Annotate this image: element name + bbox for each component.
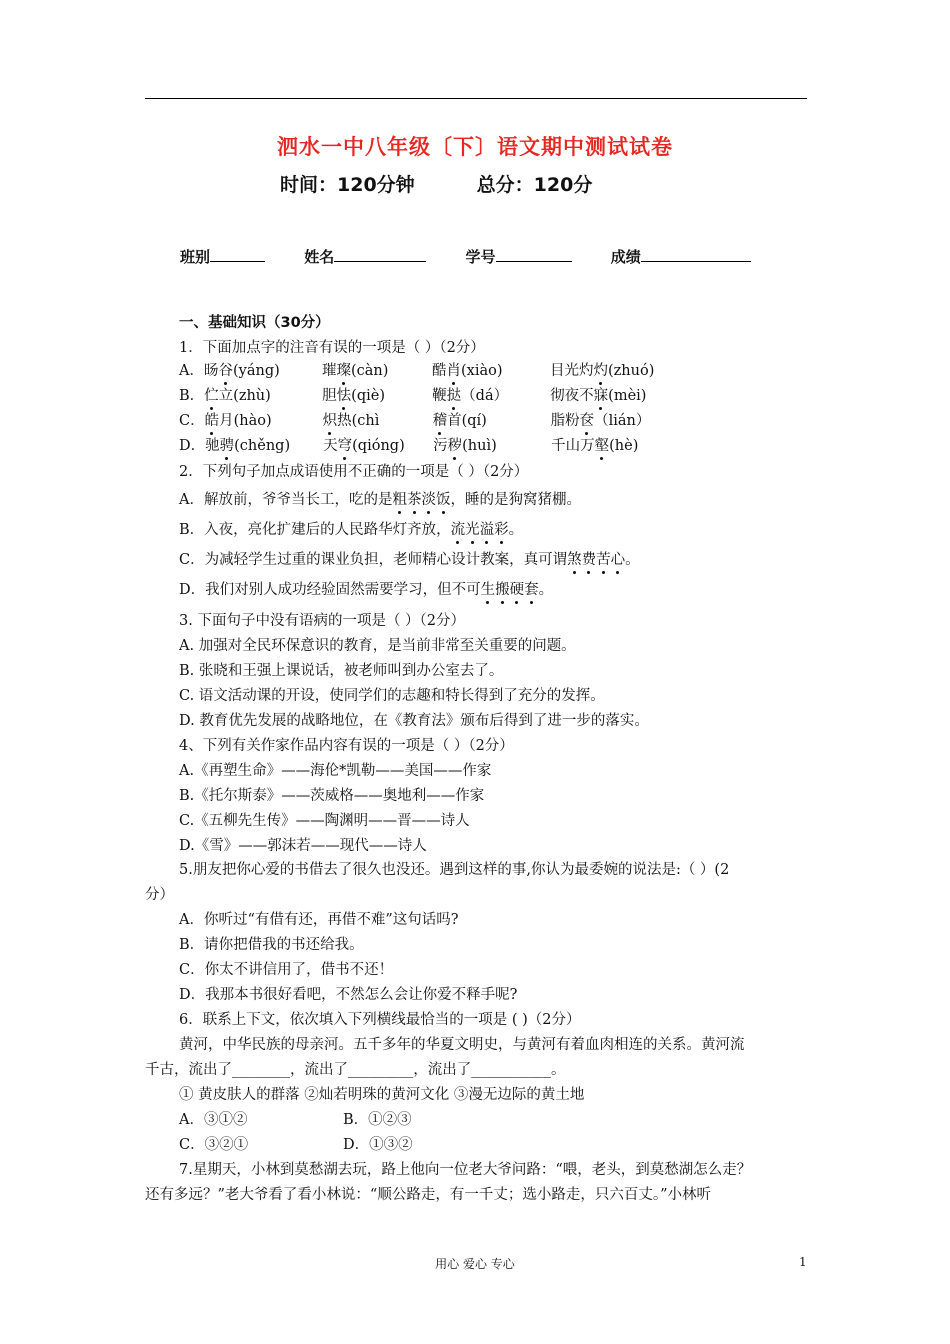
q1-stem: 1．下面加点字的注音有误的一项是（ ）（2分） — [179, 340, 485, 356]
q6-stem: 6．联系上下文，依次填入下列横线最恰当的一项是 ( )（2分） — [179, 1012, 581, 1028]
q4-option-d: D.《雪》——郭沫若——现代——诗人 — [179, 838, 427, 854]
q5-option-b: B．请你把借我的书还给我。 — [179, 937, 364, 953]
page-number: 1 — [799, 1255, 807, 1269]
q3-option-d: D. 教育优先发展的战略地位，在《教育法》颁布后得到了进一步的落实。 — [179, 713, 649, 729]
q4-option-b: B.《托尔斯泰》——茨威格——奥地利——作家 — [179, 788, 485, 804]
id-field: 学号 — [466, 246, 572, 267]
q2-option-b: B．入夜，亮化扩建后的人民路华灯齐放，流光溢彩。 — [179, 522, 524, 538]
q3-stem: 3. 下面句子中没有语病的一项是（ ）（2分） — [179, 613, 466, 629]
q2-option-c: C．为减轻学生过重的课业负担，老师精心设计教案，真可谓煞费苦心。 — [179, 552, 640, 568]
q3-option-b: B. 张晓和王强上课说话，被老师叫到办公室去了。 — [179, 663, 504, 679]
student-info-row — [180, 246, 751, 267]
q5-option-a: A．你听过“有借有还，再借不难”这句话吗? — [179, 912, 459, 928]
q5-stem-line1: 5.朋友把你心爱的书借去了很久也没还。遇到这样的事,你认为最委婉的说法是:（ ）(2 — [179, 862, 730, 878]
grade-field: 成绩 — [611, 246, 751, 267]
q2-option-d: D．我们对别人成功经验固然需要学习，但不可生搬硬套。 — [179, 582, 554, 598]
time-label: 时间：120分钟 — [280, 174, 415, 196]
section-heading: 一、基础知识（30分） — [179, 315, 330, 331]
q7-passage-line1: 7.星期天，小林到莫愁湖去玩，路上他向一位老大爷问路：“喂，老头，到莫愁湖怎么走？ — [179, 1162, 752, 1178]
q6-option-a: A．③①② — [179, 1112, 248, 1128]
q3-option-c: C. 语文活动课的开设，使同学们的志趣和特长得到了充分的发挥。 — [179, 688, 605, 704]
name-field: 姓名 — [304, 246, 426, 267]
top-rule — [145, 98, 807, 99]
q4-option-c: C.《五柳先生传》——陶渊明——晋——诗人 — [179, 813, 470, 829]
q6-choices: ① 黄皮肤人的群落 ②灿若明珠的黄河文化 ③漫无边际的黄土地 — [179, 1087, 585, 1103]
page-footer: 用心 爱心 专心 — [435, 1257, 515, 1271]
q2-stem: 2．下列句子加点成语使用不正确的一项是（ ）（2分） — [179, 464, 529, 480]
exam-subtitle — [280, 170, 592, 197]
q6-passage-line2: 千古，流出了________，流出了_________，流出了___________。 — [145, 1062, 566, 1078]
q1-option-c: C．皓月(hào) 炽热(chì 稽首(qí) 脂粉奁（lián） — [179, 413, 651, 429]
q5-option-d: D．我那本书很好看吧，不然怎么会让你爱不释手呢? — [179, 987, 518, 1003]
q6-passage-line1: 黄河，中华民族的母亲河。五千多年的华夏文明史，与黄河有着血肉相连的关系。黄河流 — [179, 1037, 745, 1053]
q6-option-b: B．①②③ — [343, 1112, 412, 1128]
class-field: 班别 — [180, 246, 265, 267]
q5-option-c: C．你太不讲信用了，借书不还！ — [179, 962, 394, 978]
q1-option-a: A．旸谷(yáng) 璀璨(càn) 酷肖(xiào) 目光灼灼(zhuó) — [179, 363, 655, 379]
q6-option-c: C．③②① — [179, 1137, 249, 1153]
score-label: 总分：120分 — [476, 174, 593, 196]
q4-stem: 4、下列有关作家作品内容有误的一项是（ ）（2分） — [179, 738, 514, 754]
q2-option-a: A．解放前，爷爷当长工，吃的是粗茶淡饭，睡的是狗窝猪棚。 — [179, 492, 581, 508]
q3-option-a: A. 加强对全民环保意识的教育，是当前非常至关重要的问题。 — [179, 638, 576, 654]
q1-option-b: B．伫立(zhù) 胆怯(qiè) 鞭挞（dá） 彻夜不寐(mèi) — [179, 388, 647, 404]
q5-stem-line2: 分） — [145, 887, 174, 903]
q7-passage-line2: 还有多远？”老大爷看了看小林说：“顺公路走，有一千丈；选小路走，只六百丈。”小林听 — [145, 1187, 711, 1203]
exam-title: 泗水一中八年级〔下〕语文期中测试试卷 — [277, 135, 673, 159]
q1-option-d: D．驰骋(chěng) 天穹(qióng) 污秽(huì) 千山万壑(hè) — [179, 438, 639, 454]
q4-option-a: A.《再塑生命》——海伦*凯勒——美国——作家 — [179, 763, 492, 779]
q6-option-d: D．①③② — [343, 1137, 413, 1153]
